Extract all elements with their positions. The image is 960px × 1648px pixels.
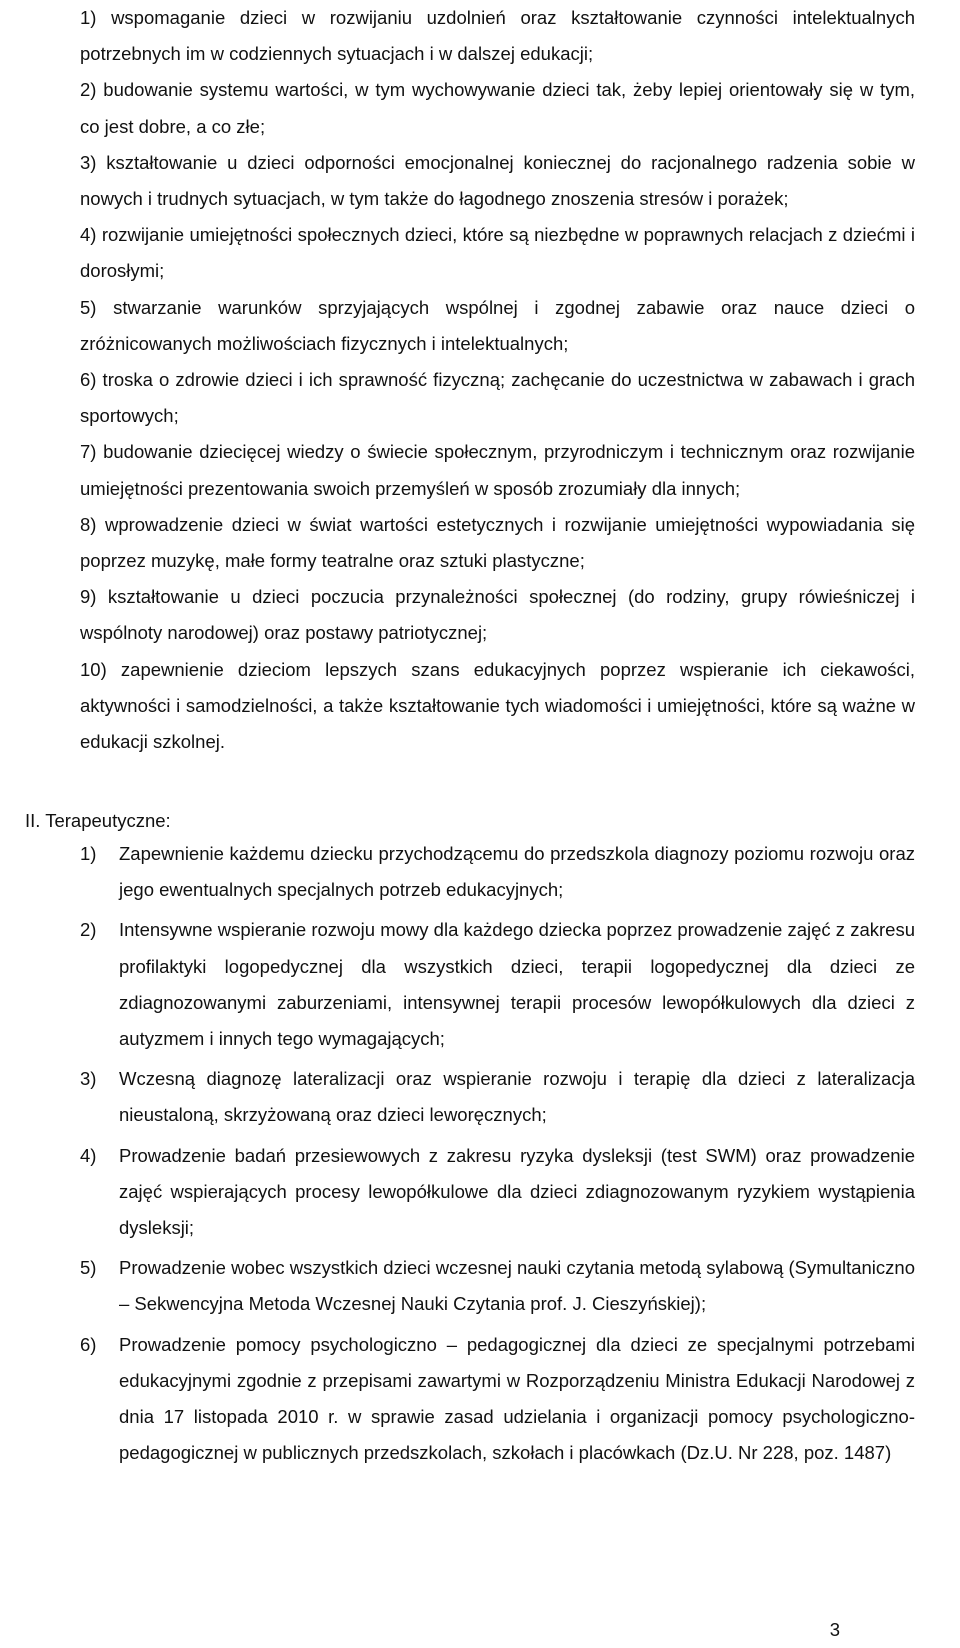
list-item-number: 2): [80, 919, 97, 941]
list-item-number: 4): [80, 1144, 97, 1166]
list-item-text: Wczesną diagnozę lateralizacji oraz wspieranie rozwoju i terapię dla dzieci z lateralizacja nieustaloną, skrzyżowaną oraz dzieci leworęcznych;: [119, 1068, 915, 1126]
list-item-text: Intensywne wspieranie rozwoju mowy dla każdego dziecka poprzez prowadzenie zajęć z zakresu profilaktyki logopedycznej dla wszystkich dzieci, terapii logopedycznej dla dzieci ze zdiagnozowanymi zaburzeniami, intensywnej terapii procesów lewopółkulowych dla dzieci z autyzmem i innych tego wymagających;: [119, 919, 915, 1050]
list-item-text: Prowadzenie pomocy psychologiczno – pedagogicznej dla dzieci ze specjalnymi potrzebami edukacyjnymi zgodnie z przepisami zawartymi w Rozporządzeniu Ministra Edukacji Narodowej z dnia 17 listopada 2010 r. w sprawie zasad udzielania i organizacji pomocy psychologiczno-pedagogicznej w publicznych przedszkolach, szkołach i placówkach (Dz.U. Nr 228, poz. 1487): [119, 1333, 915, 1464]
section-heading: II. Terapeutyczne:: [25, 810, 171, 831]
list-item: 8) wprowadzenie dzieci w świat wartości estetycznych i rozwijanie umiejętności wypowiadania się poprzez muzykę, małe formy teatralne oraz sztuki plastyczne;: [80, 513, 915, 572]
list-item-text: Prowadzenie badań przesiewowych z zakresu ryzyka dysleksji (test SWM) oraz prowadzenie zajęć wspierających procesy lewopółkulowe dla dzieci zdiagnozowanym ryzykiem wystąpienia dysleksji;: [119, 1144, 915, 1239]
list-item-number: 6): [80, 1333, 97, 1355]
list-item-number: 1): [80, 843, 97, 864]
list-item: [80, 912, 915, 1057]
list-item: [80, 1138, 915, 1247]
list-item-number: 3): [80, 1068, 97, 1090]
goals-list: [80, 0, 915, 760]
list-item: [80, 836, 915, 908]
list-item-text: Prowadzenie wobec wszystkich dzieci wczesnej nauki czytania metodą sylabową (Symultaniczno – Sekwencyjna Metoda Wczesnej Nauki Czytania prof. J. Cieszyńskiej);: [119, 1257, 915, 1315]
page-number: 3: [829, 1619, 840, 1640]
therapeutic-list: [80, 836, 915, 1475]
list-item: 4) rozwijanie umiejętności społecznych dzieci, które są niezbędne w poprawnych relacjach z dziećmi i dorosłymi;: [80, 224, 915, 282]
list-item: [80, 1061, 915, 1133]
list-item-text: Zapewnienie każdemu dziecku przychodzącemu do przedszkola diagnozy poziomu rozwoju oraz jego ewentualnych specjalnych potrzeb edukacyjnych;: [119, 843, 915, 901]
list-item: 10) zapewnienie dzieciom lepszych szans edukacyjnych poprzez wspieranie ich ciekawości, aktywności i samodzielności, a także kształtowanie tych wiadomości i umiejętności, które są ważne w edukacji szkolnej.: [80, 658, 915, 753]
list-item: 6) troska o zdrowie dzieci i ich sprawność fizyczną; zachęcanie do uczestnictwa w zabawach i grach sportowych;: [80, 369, 915, 427]
list-item: [80, 1327, 915, 1472]
list-item: 9) kształtowanie u dzieci poczucia przynależności społecznej (do rodziny, grupy rówieśniczej i wspólnoty narodowej) oraz postawy patriotycznej;: [80, 586, 915, 644]
list-item: 3) kształtowanie u dzieci odporności emocjonalnej koniecznej do racjonalnego radzenia sobie w nowych i trudnych sytuacjach, w tym także do łagodnego znoszenia stresów i porażek;: [80, 151, 915, 210]
list-item-number: 5): [80, 1257, 97, 1279]
list-item: 5) stwarzanie warunków sprzyjających wspólnej i zgodnej zabawie oraz nauce dzieci o zróżnicowanych możliwościach fizycznych i intelektualnych;: [80, 296, 915, 354]
list-item: 7) budowanie dziecięcej wiedzy o świecie społecznym, przyrodniczym i technicznym oraz rozwijanie umiejętności prezentowania swoich przemyśleń w sposób zrozumiały dla innych;: [80, 441, 915, 499]
list-item: 2) budowanie systemu wartości, w tym wychowywanie dzieci tak, żeby lepiej orientowały się w tym, co jest dobre, a co złe;: [80, 79, 915, 137]
list-item: [80, 1250, 915, 1322]
list-item: 1) wspomaganie dzieci w rozwijaniu uzdolnień oraz kształtowanie czynności intelektualnych potrzebnych im w codziennych sytuacjach i w dalszej edukacji;: [80, 7, 915, 65]
